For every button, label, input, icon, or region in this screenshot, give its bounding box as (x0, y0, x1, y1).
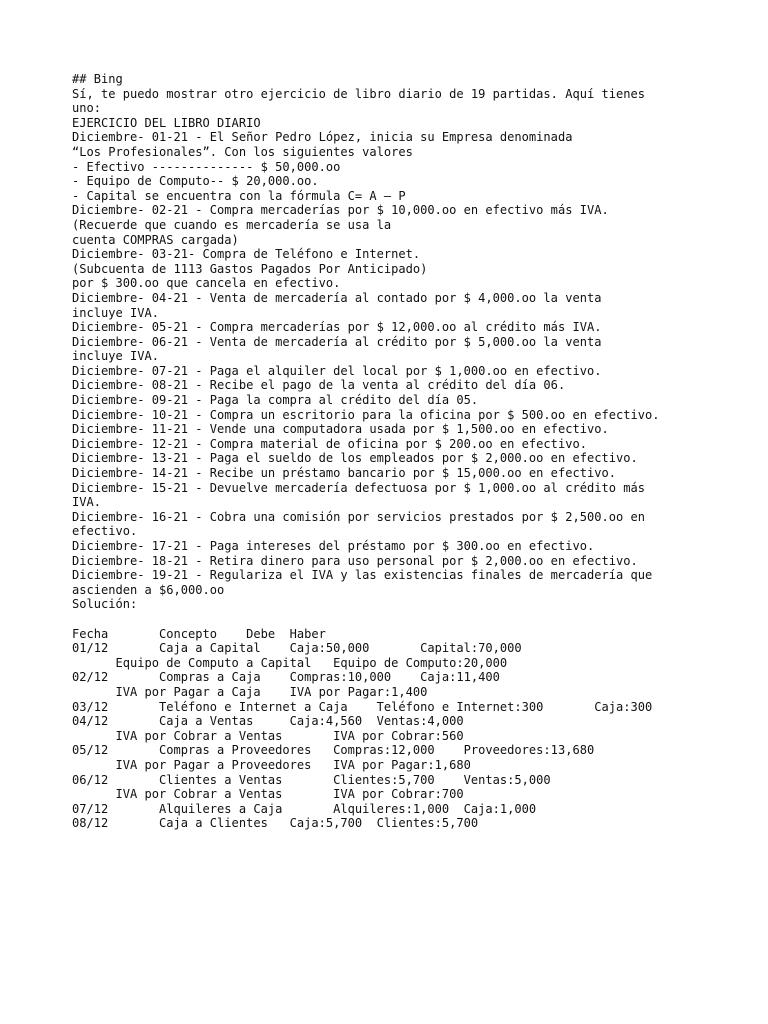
text-line: (Subcuenta de 1113 Gastos Pagados Por Anticipado) (72, 261, 428, 276)
text-line: Diciembre- 16-21 - Cobra una comisión por servicios prestados por $ 2,500.oo en (72, 509, 645, 524)
text-line: efectivo. (72, 524, 138, 539)
text-line: 07/12 Alquileres a Caja Alquileres:1,000 Caja:1,000 (72, 801, 537, 816)
text-line: Diciembre- 09-21 - Paga la compra al crédito del día 05. (72, 393, 479, 408)
text-line: 01/12 Caja a Capital Caja:50,000 Capital:70,000 (72, 641, 522, 656)
text-line: 03/12 Teléfono e Internet a Caja Teléfono e Internet:300 Caja:300 (72, 699, 653, 714)
text-line: Diciembre- 13-21 - Paga el sueldo de los empleados por $ 2,000.oo en efectivo. (72, 451, 638, 466)
text-line: cuenta COMPRAS cargada) (72, 232, 239, 247)
text-line: Diciembre- 06-21 - Venta de mercadería al crédito por $ 5,000.oo la venta (72, 334, 602, 349)
text-line: - Efectivo -------------- $ 50,000.oo (72, 159, 341, 174)
text-line: 05/12 Compras a Proveedores Compras:12,000 Proveedores:13,680 (72, 743, 595, 758)
text-line: 06/12 Clientes a Ventas Clientes:5,700 Ventas:5,000 (72, 772, 551, 787)
text-line: Fecha Concepto Debe Haber (72, 626, 326, 641)
text-line: Equipo de Computo a Capital Equipo de Computo:20,000 (72, 655, 508, 670)
text-line: incluye IVA. (72, 305, 160, 320)
text-line: (Recuerde que cuando es mercadería se usa la (72, 217, 392, 232)
text-line: Diciembre- 12-21 - Compra material de oficina por $ 200.oo en efectivo. (72, 436, 587, 451)
document-page (72, 72, 712, 831)
text-line: 02/12 Compras a Caja Compras:10,000 Caja:11,400 (72, 670, 500, 685)
text-line: 04/12 Caja a Ventas Caja:4,560 Ventas:4,000 (72, 714, 464, 729)
text-line: uno: (72, 101, 102, 116)
text-line: Solución: (72, 597, 138, 612)
text-line: por $ 300.oo que cancela en efectivo. (72, 276, 341, 291)
text-line: Diciembre- 04-21 - Venta de mercadería al contado por $ 4,000.oo la venta (72, 290, 602, 305)
text-line: Sí, te puedo mostrar otro ejercicio de libro diario de 19 partidas. Aquí tienes (72, 86, 645, 101)
text-line: - Capital se encuentra con la fórmula C= A – P (72, 188, 406, 203)
text-line: Diciembre- 17-21 - Paga intereses del préstamo por $ 300.oo en efectivo. (72, 539, 595, 553)
text-line: IVA por Pagar a Caja IVA por Pagar:1,400 (72, 684, 428, 699)
text-line: ascienden a $6,000.oo (72, 582, 225, 597)
text-line: Diciembre- 05-21 - Compra mercaderías por $ 12,000.oo al crédito más IVA. (72, 320, 602, 335)
text-line: Diciembre- 11-21 - Vende una computadora usada por $ 1,500.oo en efectivo. (72, 422, 609, 437)
text-line: Diciembre- 07-21 - Paga el alquiler del local por $ 1,000.oo en efectivo. (72, 363, 602, 378)
text-line: IVA por Pagar a Proveedores IVA por Pagar:1,680 (72, 757, 471, 772)
text-line: Diciembre- 19-21 - Regulariza el IVA y las existencias finales de mercadería que (72, 568, 653, 583)
text-line: Diciembre- 15-21 - Devuelve mercadería defectuosa por $ 1,000.oo al crédito más (72, 480, 645, 495)
text-line: ## Bing (72, 72, 123, 86)
text-line: Diciembre- 02-21 - Compra mercaderías por $ 10,000.oo en efectivo más IVA. (72, 203, 609, 218)
text-line: “Los Profesionales”. Con los siguientes valores (72, 144, 413, 159)
text-line: 08/12 Caja a Clientes Caja:5,700 Clientes:5,700 (72, 816, 479, 831)
text-line: IVA por Cobrar a Ventas IVA por Cobrar:700 (72, 787, 464, 802)
text-line: EJERCICIO DEL LIBRO DIARIO (72, 115, 261, 130)
text-line: IVA por Cobrar a Ventas IVA por Cobrar:560 (72, 728, 464, 743)
text-line: Diciembre- 08-21 - Recibe el pago de la venta al crédito del día 06. (72, 378, 566, 393)
text-line: Diciembre- 10-21 - Compra un escritorio para la oficina por $ 500.oo en efectivo. (72, 407, 660, 422)
text-line: Diciembre- 14-21 - Recibe un préstamo bancario por $ 15,000.oo en efectivo. (72, 466, 616, 481)
text-line: - Equipo de Computo-- $ 20,000.oo. (72, 174, 319, 189)
text-line: Diciembre- 01-21 - El Señor Pedro López, inicia su Empresa denominada (72, 130, 573, 145)
text-line: incluye IVA. (72, 349, 160, 364)
text-line: Diciembre- 18-21 - Retira dinero para uso personal por $ 2,000.oo en efectivo. (72, 553, 638, 568)
text-line: Diciembre- 03-21- Compra de Teléfono e Internet. (72, 247, 421, 262)
text-line (72, 612, 712, 627)
text-line: IVA. (72, 495, 102, 510)
